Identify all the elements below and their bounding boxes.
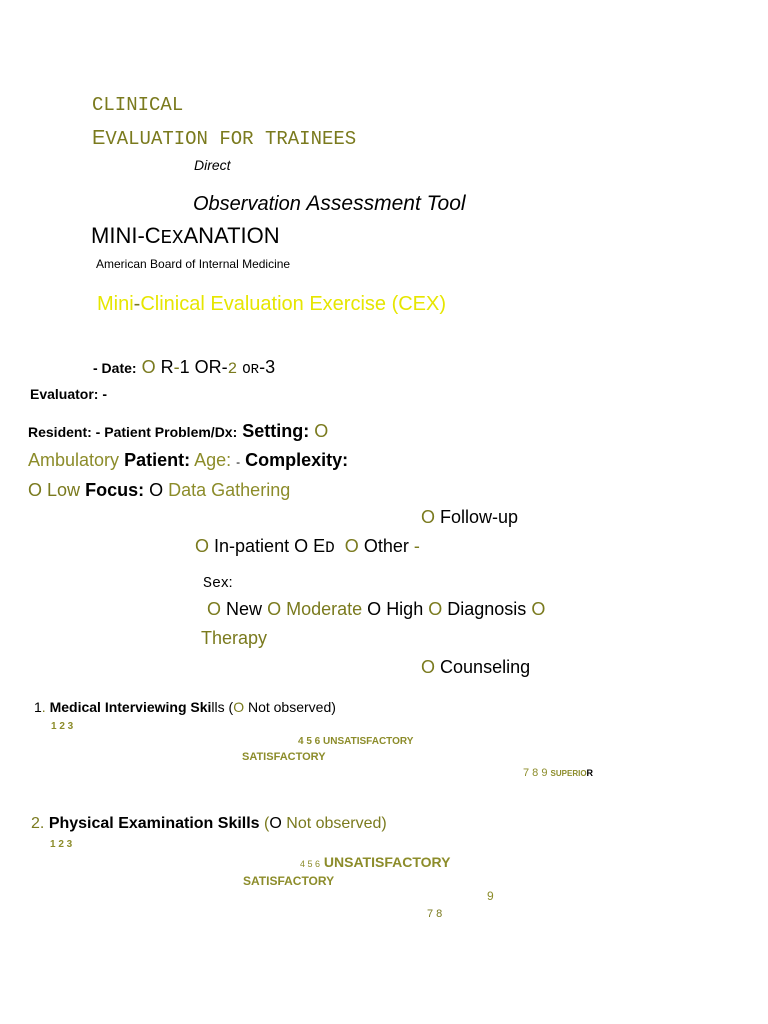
new-option: New [226,599,263,619]
sex-x: x [221,574,229,591]
followup-radio[interactable]: O [421,507,436,527]
item-1-scale-789: 7 8 9 [523,767,548,779]
age-dash: - [236,455,241,469]
date-line [93,357,275,378]
low-option: Low [47,480,81,500]
item-1-not-observed-radio[interactable]: O [233,699,245,715]
item-1-title-a: Medical Interviewing Ski [49,699,212,715]
patient-label: Patient: [124,450,191,470]
moderate-option: Moderate [286,599,363,619]
date-radio[interactable]: O [141,357,156,377]
item-1-superior-b: R [586,768,594,778]
focus-label: Focus: [85,480,145,500]
item-2-unsatisfactory: UNSATISFACTORY [323,854,451,870]
evaluator-field: Evaluator: - [30,386,108,402]
low-line [28,480,290,501]
cex-rest: Clinical Evaluation Exercise (CEX) [140,293,447,315]
item-1-superior-line [523,767,593,780]
date-three: -3 [259,357,276,377]
sex-label [203,574,233,592]
setting-radio[interactable]: O [314,421,329,441]
date-two: 2 [227,360,238,378]
item-2-not-observed: Not observed) [286,815,387,832]
item-1-superior-a: SUPERIO [550,769,587,778]
other-option: Other [363,536,409,556]
setting-label: Setting: [242,421,310,441]
item-1-title [34,699,336,715]
anation-part: ANATION [183,223,280,248]
item-1-dot: . [41,699,46,715]
low-radio[interactable]: O [28,480,43,500]
sex-se: Se [203,575,222,592]
inpatient-option: In-patient [214,536,290,556]
counseling-option: Counseling [440,657,531,677]
counseling-radio[interactable]: O [421,657,436,677]
subtitle-observation [193,192,466,216]
therapy-option: Therapy [201,628,268,648]
age-label: Age: [194,450,232,470]
item-2-paren: ( [264,815,270,832]
moderate-radio[interactable]: O [267,599,282,619]
diagnosis-option: Diagnosis [447,599,527,619]
assessment-tool-words: Assessment Tool [306,192,466,215]
item-2-scale-123: 1 2 3 [50,839,73,850]
ambulatory-line [28,450,348,471]
cex-mini: Mini [97,293,134,315]
item-2-title [31,815,387,833]
inpatient-line [195,536,420,557]
followup-line [421,507,518,528]
sex-colon: : [228,574,233,591]
data-gathering-option: Data Gathering [168,480,291,500]
item-2-unsatisfactory-line [300,854,450,870]
mini-c-part: MINI-C [91,223,161,248]
subtitle-direct: Direct [194,157,231,173]
ambulatory-option: Ambulatory [28,450,120,470]
complexity-label: Complexity: [245,450,349,470]
ed-d: D [325,539,335,557]
mini-cex-title [91,223,280,250]
date-dash: - [173,357,180,377]
cex-heading [97,293,446,316]
counseling-line [421,657,530,678]
abim-line: American Board of Internal Medicine [96,257,291,271]
item-1-title-b: lls ( [211,699,234,715]
item-2-dot: . [39,815,45,832]
other-radio[interactable]: O [344,536,359,556]
ed-radio[interactable]: O [294,536,309,556]
observation-word: Observation [193,193,301,215]
date-r: R [160,357,174,377]
item-2-number: 2 [31,815,40,832]
therapy-radio[interactable]: O [531,599,546,619]
item-2-title-a: Physical Examination Skills [48,815,260,832]
ed-e: E [313,536,326,556]
date-or-two: OR [242,362,260,378]
item-1-scale-123: 1 2 3 [51,721,74,732]
other-dash: - [413,536,420,556]
item-1-number: 1 [34,699,42,715]
item-1-not-observed: Not observed) [247,699,336,715]
resident-label: Resident: - Patient Problem/Dx: [28,424,238,440]
new-line [207,599,545,620]
item-2-scale-9: 9 [487,889,494,903]
ex-part: EX [160,227,184,249]
date-or: OR- [194,357,228,377]
diagnosis-radio[interactable]: O [428,599,443,619]
followup-option: Follow-up [440,507,519,527]
item-2-scale-456: 4 5 6 [300,859,321,869]
doc-title-line2 [92,127,356,151]
item-1-satisfactory: SATISFACTORY [242,751,326,763]
inpatient-radio[interactable]: O [195,536,210,556]
data-gathering-radio[interactable]: O [149,480,164,500]
high-radio[interactable]: O [367,599,382,619]
item-2-satisfactory: SATISFACTORY [243,874,335,888]
date-label: - Date: [93,360,137,376]
item-2-scale-78: 7 8 [427,908,443,920]
item-2-not-observed-radio[interactable]: O [269,815,282,832]
doc-title-line1: CLINICAL [92,94,184,116]
title-cap-e: E [92,127,106,149]
cex-dash: - [133,293,141,315]
date-one: 1 [179,357,190,377]
item-1-scale-456: 4 5 6 UNSATISFACTORY [298,736,414,747]
new-radio[interactable]: O [207,599,222,619]
resident-line [28,421,328,442]
high-option: High [386,599,424,619]
title-rest: VALUATION FOR TRAINEES [105,128,357,150]
